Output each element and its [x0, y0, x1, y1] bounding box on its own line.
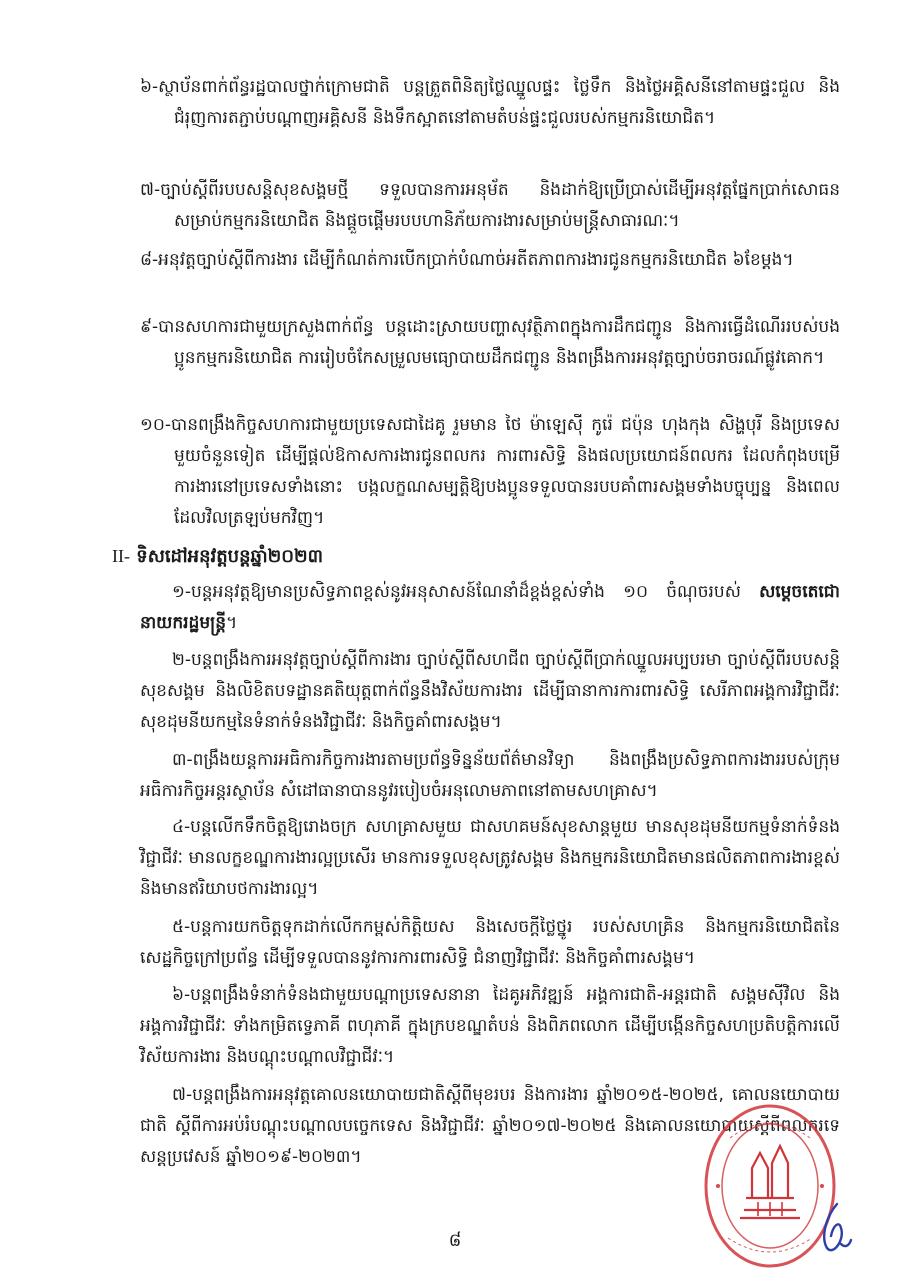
section-heading — [112, 541, 323, 572]
direction-3: ៣-ពង្រឹងយន្តការអធិការកិច្ចការងារតាមប្រព័ន្ធទិន្នន័យព័ត៌មានវិទ្យា និងពង្រឹងប្រសិទ្ធភាពការងាររបស់ក្រុមអធិការកិច្ចអន្តរស្ថាប័ន សំដៅធានាបាននូវរបៀបចំអនុលោមភាពនៅតាមសហគ្រាស។ — [140, 750, 840, 801]
list-item-8: ៨-អនុវត្តច្បាប់ស្តីពីការងារ ដើម្បីកំណត់ការបើកប្រាក់បំណាច់អតីតភាពការងារជូនកម្មករនិយោជិត ៦ខែម្តង។ — [140, 250, 794, 270]
signature — [815, 1200, 855, 1260]
list-item-10: ១០-បានពង្រឹងកិច្ចសហការជាមួយប្រទេសជាដៃគូ រួមមាន ថៃ ម៉ាឡេស៊ី កូរ៉េ ជប៉ុន ហុងកុង សិង្ហបុរី និងប្រទេសមួយចំនួនទៀត ដើម្បីផ្តល់ឱកាសការងារជូនពលករ ការពារសិទ្ធិ និងផលប្រយោជន៍ពលករ ដែលកំពុងបម្រើការងារនៅប្រទេសទាំងនោះ បង្កលក្ខណសម្បត្តិឱ្យបងប្អូនទទួលបានរបបគាំពារសង្គមទាំងបច្ចុប្បន្ន និងពេលដែលវិលត្រឡប់មកវិញ។ — [140, 415, 840, 528]
direction-1-bold: សម្តេចតេជោនាយករដ្ឋមន្ត្រី — [140, 582, 840, 633]
direction-1-text: ១-បន្តអនុវត្តឱ្យមានប្រសិទ្ធភាពខ្ពស់នូវអនុសាសន៍ណែនាំដ៏ខ្ពង់ខ្ពស់ទាំង ១០ ចំណុចរបស់ — [172, 582, 760, 602]
direction-2: ២-បន្តពង្រឹងការអនុវត្តច្បាប់ស្តីពីការងារ ច្បាប់ស្តីពីសហជីព ច្បាប់ស្តីពីប្រាក់ឈ្នួលអប្បបរមា ច្បាប់ស្តីពីរបបសន្តិសុខសង្គម និងលិខិតបទដ្ឋានគតិយុត្តពាក់ព័ន្ធនឹងវិស័យការងារ ដើម្បីធានាការការពារសិទ្ធិ សេរីភាពអង្គការវិជ្ជាជីវៈ សុខដុមនីយកម្មនៃទំនាក់ទំនងវិជ្ជាជីវៈ និងកិច្ចគាំពារសង្គម។ — [140, 650, 840, 732]
direction-4: ៤-បន្តលើកទឹកចិត្តឱ្យរោងចក្រ សហគ្រាសមួយ ជាសហគមន៍សុខសាន្តមួយ មានសុខដុមនីយកម្មទំនាក់ទំនងវិជ្ជាជីវៈ មានលក្ខខណ្ឌការងារល្អប្រសើរ មានការទទួលខុសត្រូវសង្គម និងកម្មករនិយោជិតមានផលិតភាពការងារខ្ពស់ និងមានឥរិយាបថការងារល្អ។ — [140, 817, 840, 899]
list-item-6: ៦-ស្ថាប័នពាក់ព័ន្ធរដ្ឋបាលថ្នាក់ក្រោមជាតិ បន្តត្រួតពិនិត្យថ្លៃឈ្នួលផ្ទះ ថ្លៃទឹក និងថ្លៃអគ្គិសនីនៅតាមផ្ទះជួល និងជំរុញការតភ្ជាប់បណ្តាញអគ្គិសនី និងទឹកស្អាតនៅតាមតំបន់ផ្ទះជួលរបស់កម្មករនិយោជិត។ — [140, 77, 840, 128]
list-item-9: ៩-បានសហការជាមួយក្រសួងពាក់ព័ន្ធ បន្តដោះស្រាយបញ្ហាសុវត្ថិភាពក្នុងការដឹកជញ្ជូន និងការធ្វើដំណើររបស់បងប្អូនកម្មករនិយោជិត ការរៀបចំកែសម្រួលមធ្យោបាយដឹកជញ្ជូន និងពង្រឹងការអនុវត្តច្បាប់ចរាចរណ៍ផ្លូវគោក។ — [140, 317, 840, 368]
direction-1-end: ។ — [226, 613, 238, 633]
section-heading-number: II- — [112, 546, 130, 566]
direction-6: ៦-បន្តពង្រឹងទំនាក់ទំនងជាមួយបណ្តាប្រទេសនានា ដៃគូអភិវឌ្ឍន៍ អង្គការជាតិ-អន្តរជាតិ សង្គមស៊ីវិល និងអង្គការវិជ្ជាជីវៈ ទាំងកម្រិតទ្វេភាគី ពហុភាគី ក្នុងក្របខណ្ឌតំបន់ និងពិភពលោក ដើម្បីបង្កើនកិច្ចសហប្រតិបត្តិការលើវិស័យការងារ និងបណ្តុះបណ្តាលវិជ្ជាជីវៈ។ — [140, 985, 840, 1067]
page-number: ៨ — [448, 1230, 462, 1251]
direction-1 — [140, 577, 840, 639]
direction-5: ៥-បន្តការយកចិត្តទុកដាក់លើកកម្ពស់កិត្តិយស និងសេចក្តីថ្លៃថ្នូរ របស់សហគ្រិន និងកម្មករនិយោជិតនៃសេដ្ឋកិច្ចក្រៅប្រព័ន្ធ ដើម្បីទទួលបាននូវការការពារសិទ្ធិ ជំនាញវិជ្ជាជីវៈ និងកិច្ចគាំពារសង្គម។ — [140, 917, 840, 968]
direction-7: ៧-បន្តពង្រឹងការអនុវត្តគោលនយោបាយជាតិស្តីពីមុខរបរ និងការងារ ឆ្នាំ២០១៥-២០២៥, គោលនយោបាយជាតិ ស្តីពីការអប់រំបណ្តុះបណ្តាលបច្ចេកទេស និងវិជ្ជាជីវៈ ឆ្នាំ២០១៧-២០២៥ និងគោលនយោបាយស្តីពីពលករទេសន្តប្រវេសន៍ ឆ្នាំ២០១៩-២០២៣។ — [140, 1085, 840, 1167]
section-heading-title: ទិសដៅអនុវត្តបន្តឆ្នាំ២០២៣ — [136, 546, 324, 567]
list-item-7: ៧-ច្បាប់ស្តីពីរបបសន្តិសុខសង្គមថ្មី ទទួលបានការអនុម័ត និងដាក់ឱ្យប្រើប្រាស់ដើម្បីអនុវត្តផ្នែកប្រាក់សោធន សម្រាប់កម្មករនិយោជិត និងផ្តួចផ្តើមរបបហានិភ័យការងារសម្រាប់មន្ត្រីសាធារណៈ។ — [140, 180, 840, 231]
